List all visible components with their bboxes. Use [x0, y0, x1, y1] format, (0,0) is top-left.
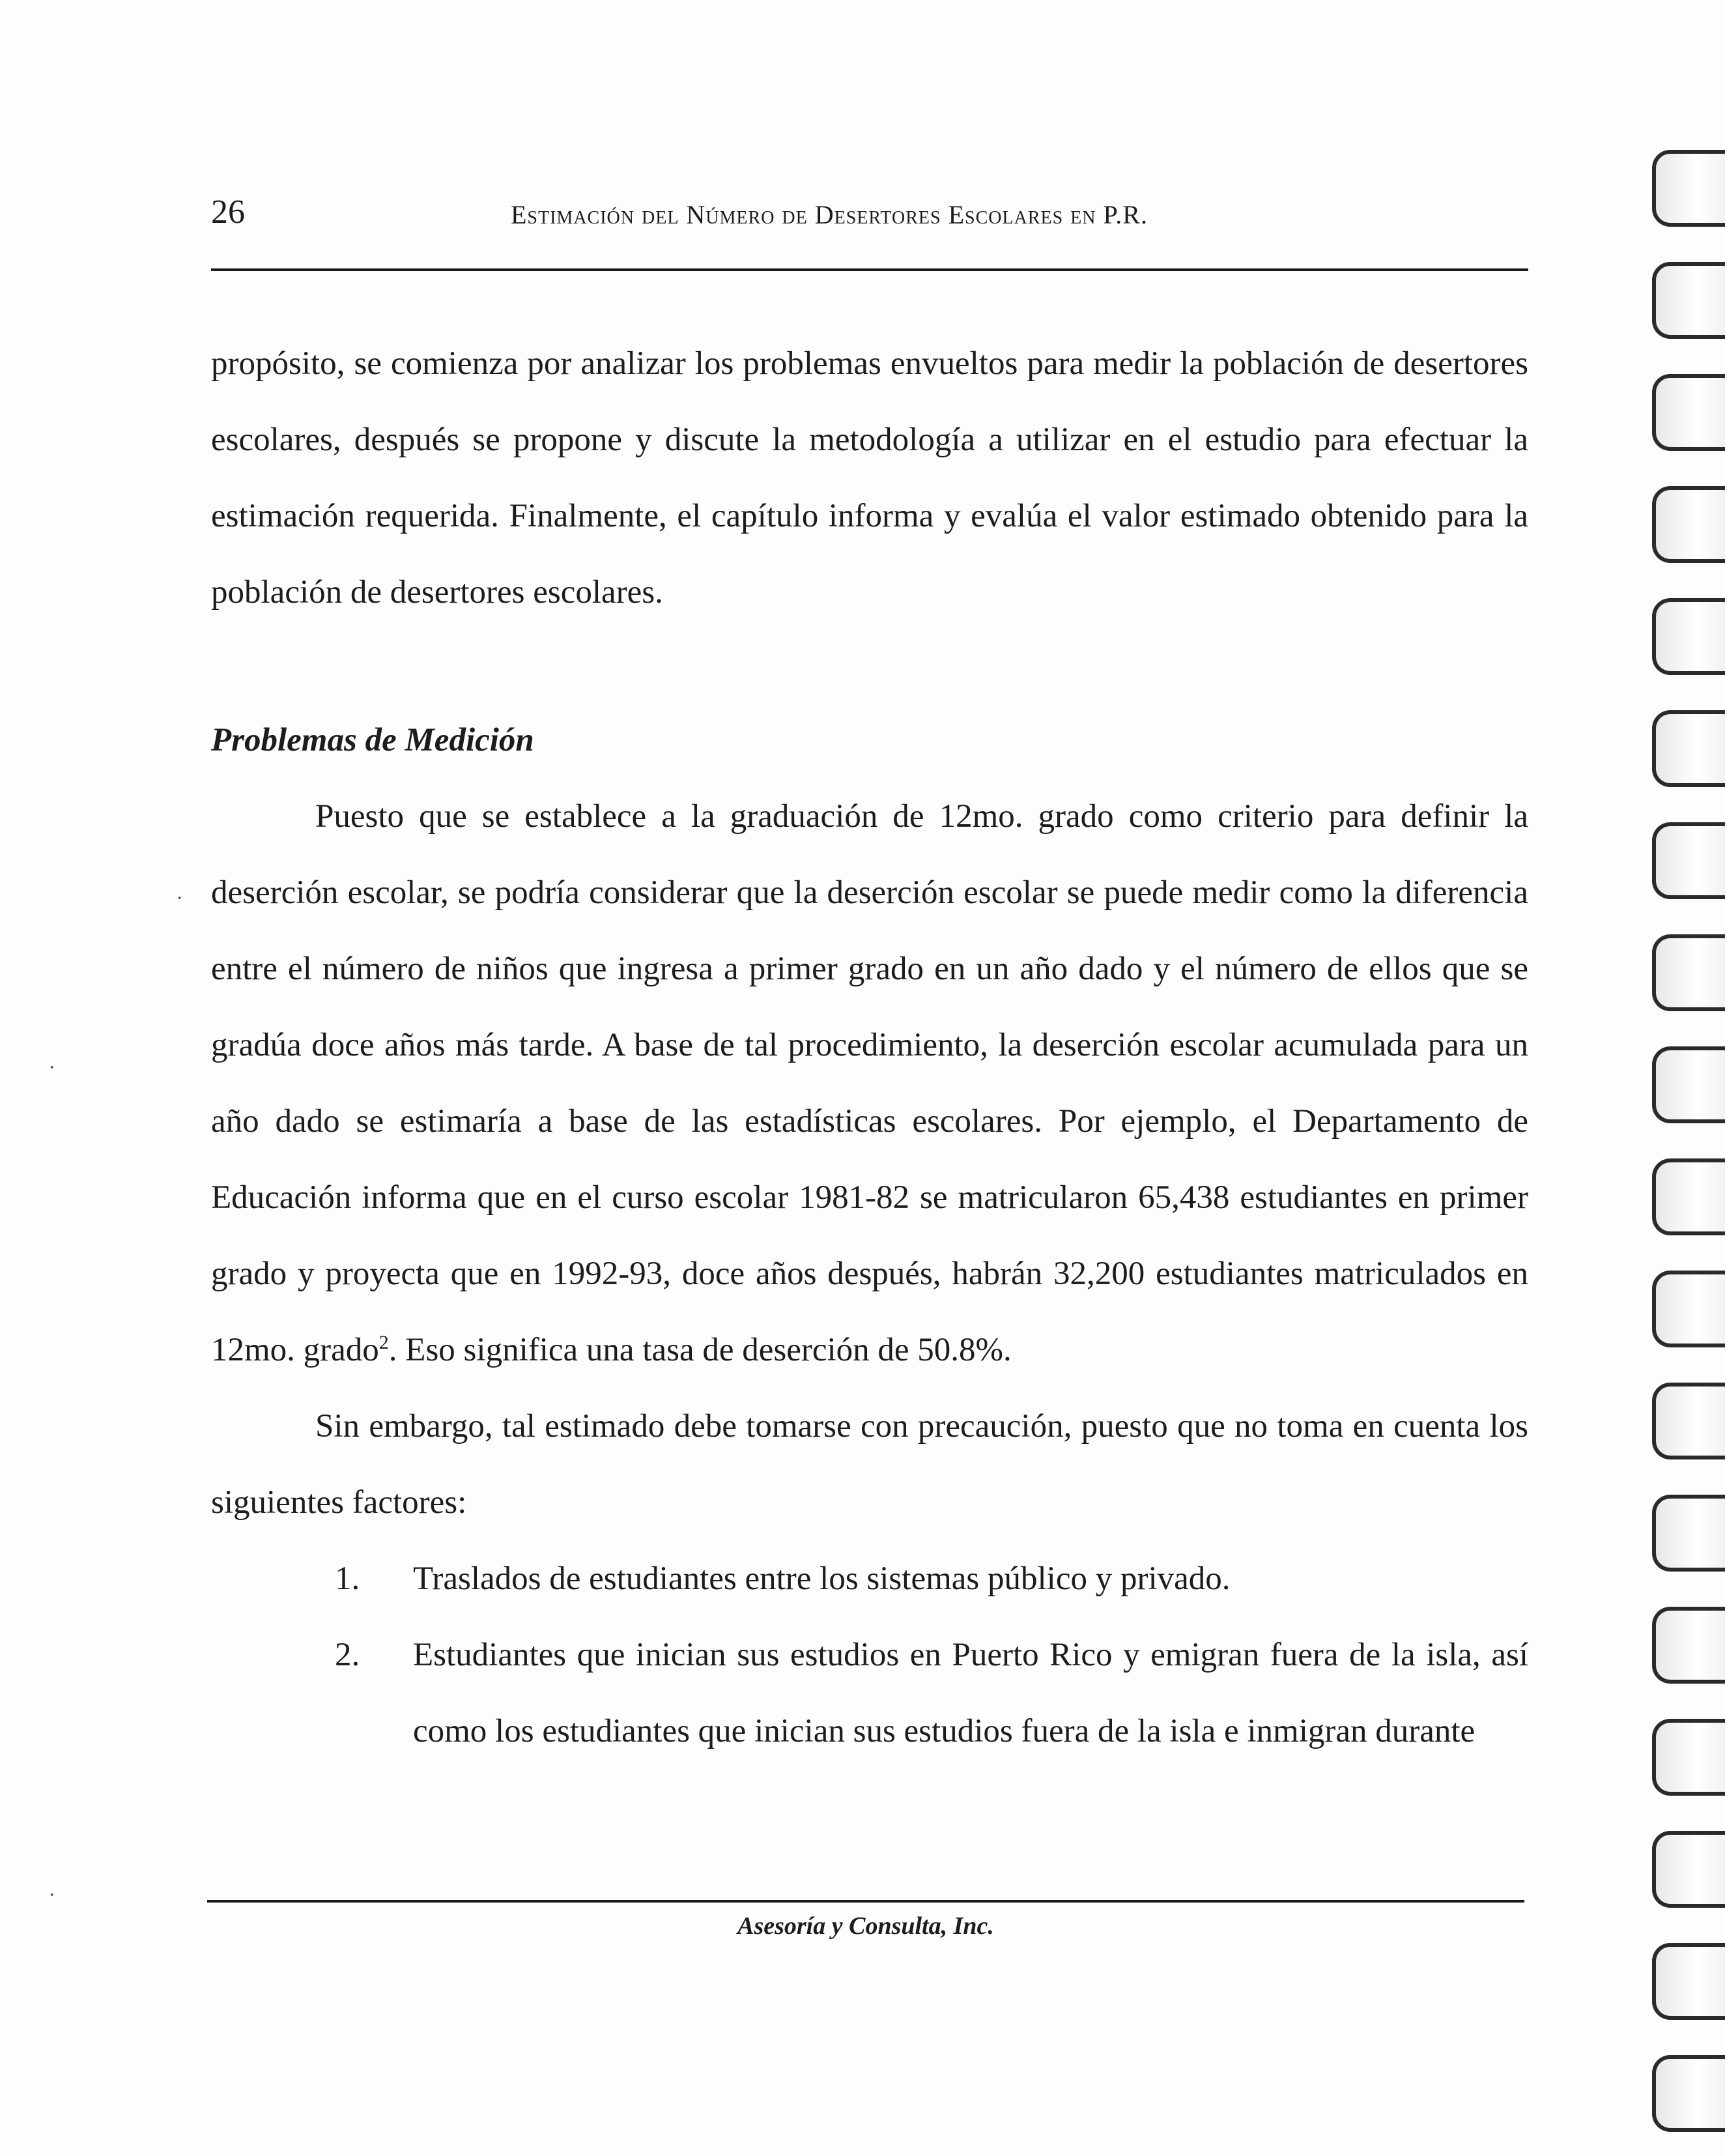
- page-header: [211, 193, 1527, 232]
- binding-coil: [1652, 374, 1725, 451]
- factors-list: [211, 1541, 1528, 1770]
- list-item-text: Estudiantes que inician sus estudios en Puerto Rico y emigran fuera de la isla, así como los estudiantes que inician sus estudios fuera de la isla e inmigran durante: [413, 1637, 1528, 1749]
- section-heading: Problemas de Medición: [211, 722, 534, 758]
- paragraph-intro: propósito, se comienza por analizar los problemas envueltos para medir la población de desertores escolares, después se propone y discute la metodología a utilizar en el estudio para efectuar la estimación requerida. Finalmente, el capítulo informa y evalúa el valor estimado obtenido para la población de desertores escolares.: [211, 345, 1528, 611]
- paragraph-measurement-text: Puesto que se establece a la graduación de 12mo. grado como criterio para definir la deserción escolar, se podría considerar que la deserción escolar se puede medir como la diferencia entre el número de niños que ingresa a primer grado en un año dado y el número de ellos que se gradúa doce años más tarde. A base de tal procedimiento, la deserción escolar acumulada para un año dado se estimaría a base de las estadísticas escolares. Por ejemplo, el Departamento de Educación informa que en el curso escolar 1981-82 se matricularon 65,438 estudiantes en primer grado y proyecta que en 1992-93, doce años después, habrán 32,200 estudiantes matriculados en 12mo. grado: [211, 798, 1528, 1368]
- header-rule: [211, 268, 1528, 271]
- paragraph-caution: Sin embargo, tal estimado debe tomarse con precaución, puesto que no toma en cuenta los siguientes factores:: [211, 1408, 1528, 1521]
- spiral-binding: [1647, 39, 1725, 2124]
- binding-coil: [1652, 262, 1725, 339]
- binding-coil: [1652, 1831, 1725, 1908]
- margin-speck: ·: [48, 1883, 56, 1907]
- binding-coil: [1652, 1046, 1725, 1123]
- binding-coil: [1652, 1607, 1725, 1684]
- binding-coil: [1652, 1158, 1725, 1235]
- binding-coil: [1652, 822, 1725, 899]
- margin-speck: ·: [176, 886, 184, 910]
- binding-coil: [1652, 150, 1725, 227]
- binding-coil: [1652, 1719, 1725, 1796]
- running-title: Estimación del Número de Desertores Escolares en P.R.: [511, 200, 1148, 229]
- list-item: [211, 1541, 1528, 1617]
- list-item: [211, 1617, 1528, 1770]
- paragraph-measurement-end: . Eso significa una tasa de deserción de 50.8%.: [388, 1332, 1012, 1368]
- list-item-number: 1.: [335, 1560, 360, 1597]
- binding-coil: [1652, 598, 1725, 675]
- paragraph-measurement: [211, 779, 1528, 1388]
- binding-coil: [1652, 1495, 1725, 1572]
- binding-coil: [1652, 1943, 1725, 2020]
- binding-coil: [1652, 934, 1725, 1011]
- list-item-number: 2.: [335, 1637, 360, 1673]
- binding-coil: [1652, 1271, 1725, 1347]
- page-footer: Asesoría y Consulta, Inc.: [737, 1912, 994, 1940]
- binding-coil: [1652, 710, 1725, 787]
- binding-coil: [1652, 486, 1725, 563]
- binding-coil: [1652, 2055, 1725, 2132]
- list-item-text: Traslados de estudiantes entre los sistemas público y privado.: [413, 1560, 1231, 1597]
- body-text: [211, 326, 1528, 1770]
- footnote-reference: 2: [378, 1332, 389, 1353]
- binding-coil: [1652, 1383, 1725, 1459]
- margin-speck: ·: [48, 1056, 56, 1080]
- footer-rule: [207, 1900, 1524, 1903]
- page-number: 26: [211, 194, 245, 231]
